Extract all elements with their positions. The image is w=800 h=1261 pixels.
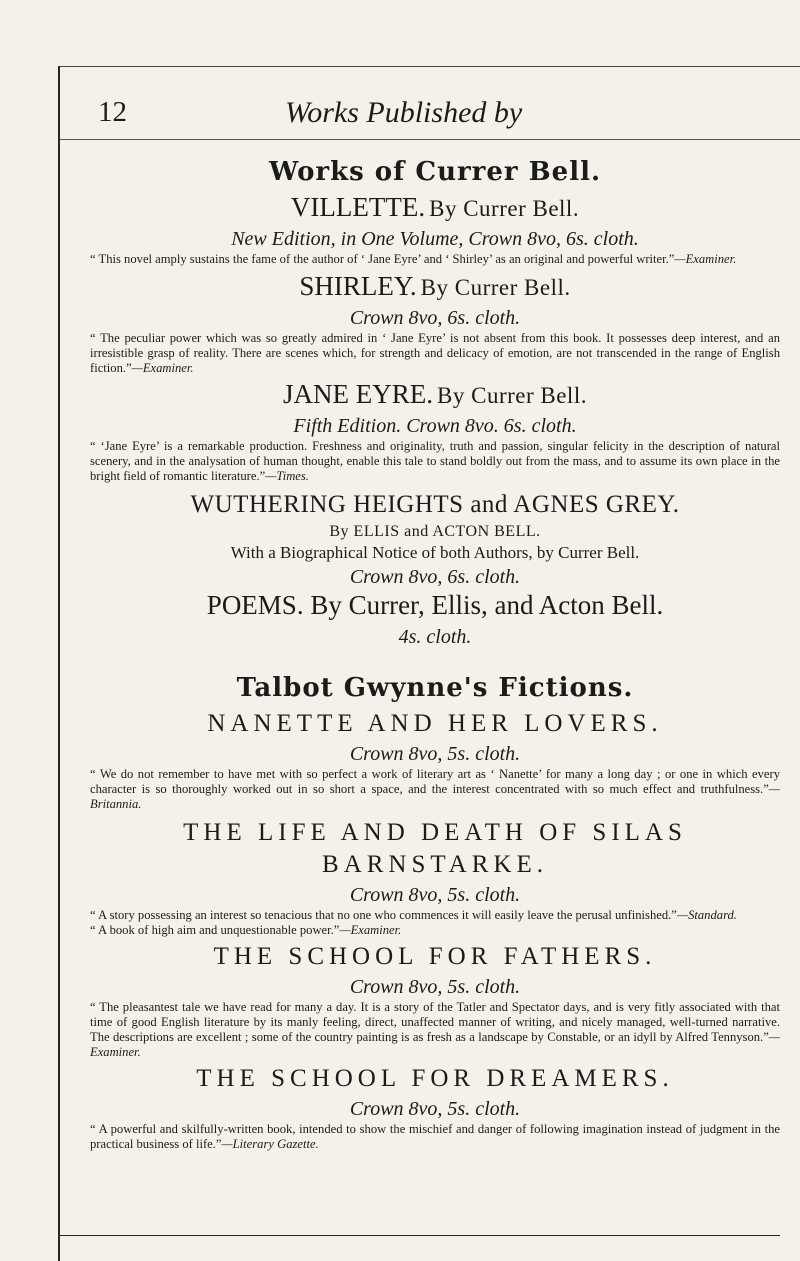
review-quote (90, 439, 780, 484)
quote-text: “ The peculiar power which was so greatly admired in ‘ Jane Eyre’ is not absent from this book. It possesses deep interest, and an irresistible grasp of reality. There are scenes which, for strength and delicacy of emotion, are not transcended in the range of English fiction.” (90, 331, 780, 375)
entry-title (90, 942, 780, 974)
review-quote (90, 767, 780, 812)
quote-source: —Examiner. (131, 361, 194, 375)
title-text: THE SCHOOL FOR DREAMERS. (196, 1065, 674, 1092)
entry-shirley (90, 272, 780, 376)
entry-silas-barnstarke (90, 818, 780, 938)
byline: By ELLIS and ACTON BELL. (329, 523, 541, 540)
entry-poems (90, 591, 780, 650)
title-text: NANETTE AND HER LOVERS. (207, 710, 663, 737)
title-text: THE SCHOOL FOR FATHERS. (213, 943, 657, 970)
section-heading-talbot-gwynne: Talbot Gwynne's Fictions. (236, 673, 634, 703)
entry-title (90, 193, 780, 226)
entry-villette (90, 193, 780, 267)
entry-nanette (90, 709, 780, 812)
quote-source: —Literary Gazette. (221, 1137, 319, 1151)
review-quote (90, 1122, 780, 1152)
page-content (90, 152, 780, 1152)
edition-line: Crown 8vo, 6s. cloth. (349, 307, 521, 329)
quote-text: “ A powerful and skilfully-written book, intended to show the mischief and danger of following imagination instead of judgment in the practical business of life.” (90, 1122, 780, 1151)
review-quote (90, 908, 780, 923)
header-rule (60, 139, 800, 140)
title-text: WUTHERING HEIGHTS and AGNES GREY. (190, 491, 680, 518)
quote-source: —Britannia. (90, 782, 780, 811)
quote-source: —Examiner. (674, 252, 737, 266)
title-text: SHIRLEY. (299, 271, 417, 301)
review-quote (90, 252, 780, 267)
entry-title (90, 818, 780, 882)
page-frame-left-rule (58, 66, 60, 1261)
page-frame-top-rule (58, 66, 800, 67)
entry-title (90, 709, 780, 741)
quote-source: —Examiner. (90, 1030, 780, 1059)
edition-line: Crown 8vo, 6s. cloth. (349, 566, 521, 588)
entry-school-for-fathers (90, 942, 780, 1060)
author-text: By Currer Bell. (429, 196, 580, 221)
page-number: 12 (98, 96, 127, 128)
entry-school-for-dreamers (90, 1064, 780, 1152)
author-text: By Currer Bell. (420, 275, 571, 300)
quote-text: “ A book of high aim and unquestionable power.” (90, 923, 340, 937)
title-text: VILLETTE. (290, 192, 426, 222)
title-text: THE LIFE AND DEATH OF SILAS BARNSTARKE. (183, 819, 687, 878)
entry-jane-eyre (90, 380, 780, 484)
entry-title (90, 1064, 780, 1096)
title-text: JANE EYRE. (283, 379, 434, 409)
section-heading-currer-bell: Works of Currer Bell. (268, 157, 601, 187)
review-quote (90, 923, 780, 938)
author-text: By Currer Bell. (437, 383, 587, 408)
running-title: Works Published by (285, 96, 523, 129)
edition-line: Fifth Edition. Crown 8vo. 6s. cloth. (293, 415, 577, 437)
quote-source: —Standard. (676, 908, 737, 922)
biographical-notice: With a Biographical Notice of both Authors, by Currer Bell. (230, 543, 640, 562)
edition-line: 4s. cloth. (398, 626, 472, 648)
title-text: POEMS. By Currer, Ellis, and Acton Bell. (206, 590, 664, 620)
edition-line: Crown 8vo, 5s. cloth. (349, 743, 521, 765)
running-head (58, 96, 800, 136)
quote-text: “ ‘Jane Eyre’ is a remarkable production. Freshness and originality, truth and passion, singular felicity in the description of natural scenery, and in the analysation of human thought, enable this tale to stand boldly out from the mass, and to assume its own place in the bright field of romantic literature.” (90, 439, 780, 483)
entry-title (90, 272, 780, 305)
edition-line: Crown 8vo, 5s. cloth. (349, 884, 521, 906)
quote-text: “ A story possessing an interest so tenacious that no one who commences it will easily leave the perusal unfinished.” (90, 908, 677, 922)
quote-source: —Times. (265, 469, 309, 483)
bottom-rule (60, 1235, 780, 1236)
quote-source: —Examiner. (339, 923, 402, 937)
edition-line: New Edition, in One Volume, Crown 8vo, 6s. cloth. (231, 228, 639, 250)
edition-line: Crown 8vo, 5s. cloth. (349, 1098, 521, 1120)
quote-text: “ We do not remember to have met with so perfect a work of literary art as ‘ Nanette’ for many a long day ; or one in which every character is so thoroughly worked out in so short a space, and the interest concentrated with so much effect and truthfulness.” (90, 767, 780, 796)
review-quote (90, 331, 780, 376)
edition-line: Crown 8vo, 5s. cloth. (349, 976, 521, 998)
entry-title (90, 380, 780, 413)
entry-wuthering-heights (90, 490, 780, 590)
entry-title (90, 490, 780, 522)
quote-text: “ This novel amply sustains the fame of the author of ‘ Jane Eyre’ and ‘ Shirley’ as an original and powerful writer.” (90, 252, 675, 266)
quote-text: “ The pleasantest tale we have read for many a day. It is a story of the Tatler and Spectator days, and is very fitly associated with that time of good English literature by its manly feeling, direct, unaffected manner of writing, and nicely managed, well-turned narrative. The descriptions are excellent ; some of the country painting is as fresh as a landscape by Constable, or an idyll by Alfred Tennyson.” (90, 1000, 780, 1044)
entry-title (90, 591, 780, 624)
review-quote (90, 1000, 780, 1060)
